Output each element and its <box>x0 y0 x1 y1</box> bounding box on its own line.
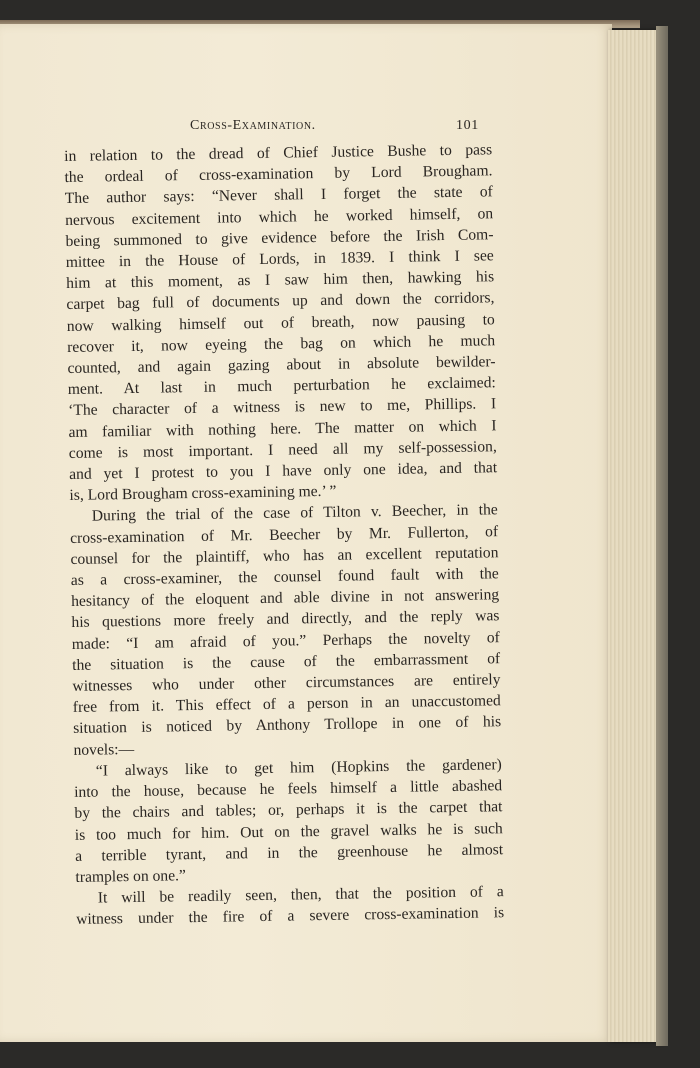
text-line: in relation to the dread of Chief Justice Bushe to pass <box>64 141 493 165</box>
text-line: made: “I am afraid of you.” Perhaps the novelty of <box>71 628 500 653</box>
text-line: come is most important. I need all my self-possession, <box>68 438 497 462</box>
running-head-title: Cross-Examination. <box>190 118 316 133</box>
text-line: into the house, because he feels himself a little abashed <box>74 777 503 802</box>
paragraph-4 <box>76 881 505 930</box>
text-line: The author says: “Never shall I forget the state of <box>64 183 493 208</box>
text-line: being summoned to give evidence before the Irish Com- <box>65 226 494 250</box>
page-number: 101 <box>456 118 479 133</box>
text-line: the situation is the cause of the embarrassment of <box>72 650 501 674</box>
text-line: free from it. This effect of a person in an unaccustomed <box>72 692 501 717</box>
text-line: tramples on one.” <box>75 867 187 886</box>
text-line: novels:— <box>73 740 135 759</box>
page-fore-edge <box>608 30 662 1042</box>
text-line: During the trial of the case of Tilton v. Beecher, in the <box>91 501 498 526</box>
text-line: his questions more freely and directly, and the reply was <box>71 607 500 632</box>
paragraph-1 <box>64 139 498 506</box>
text-line: a terrible tyrant, and in the greenhouse he almost <box>75 840 504 865</box>
text-line: counted, and again gazing about in absolute bewilder- <box>67 353 496 378</box>
text-line: as a cross-examiner, the counsel found fault with the <box>70 565 499 590</box>
running-head <box>190 118 490 138</box>
text-line: “I always like to get him (Hopkins the gardener) <box>95 756 502 780</box>
book-cover-board <box>656 26 668 1046</box>
text-line: now walking himself out of breath, now pausing to <box>66 310 495 335</box>
text-line: situation is noticed by Anthony Trollope in one of his <box>73 713 502 738</box>
text-line: carpet bag full of documents up and down the corridors, <box>66 289 495 314</box>
body-text <box>64 139 504 930</box>
text-line: It will be readily seen, then, that the position of a <box>97 883 504 907</box>
text-line: recover it, now eyeing the bag on which he much <box>67 332 496 356</box>
text-line: him at this moment, as I saw him then, hawking his <box>66 268 495 293</box>
text-line: is, Lord Brougham cross-examining me.’ ” <box>69 483 337 505</box>
text-line: counsel for the plaintiff, who has an excellent reputation <box>70 544 499 568</box>
text-line: am familiar with nothing here. The matter on which I <box>68 416 497 441</box>
text-line: cross-examination of Mr. Beecher by Mr. Fullerton, of <box>70 522 499 547</box>
paragraph-2 <box>70 500 502 761</box>
text-line: the ordeal of cross-examination by Lord Brougham. <box>64 162 493 187</box>
text-line: and yet I protest to you I have only one idea, and that <box>69 459 498 484</box>
text-line: witness under the fire of a severe cross-examination is <box>76 904 505 929</box>
text-line: hesitancy of the eloquent and able divine in not answering <box>71 586 500 611</box>
text-line: by the chairs and tables; or, perhaps it is the carpet that <box>74 798 503 823</box>
text-line: is too much for him. Out on the gravel walks he is such <box>74 819 503 844</box>
text-line: nervous excitement into which he worked himself, on <box>65 204 494 229</box>
text-line: ‘The character of a witness is new to me, Phillips. I <box>68 395 497 420</box>
text-line: witnesses who under other circumstances are entirely <box>72 671 501 696</box>
text-line: ment. At last in much perturbation he exclaimed: <box>67 374 496 399</box>
text-line: mittee in the House of Lords, in 1839. I think I see <box>65 247 494 272</box>
paragraph-3 <box>74 754 504 888</box>
